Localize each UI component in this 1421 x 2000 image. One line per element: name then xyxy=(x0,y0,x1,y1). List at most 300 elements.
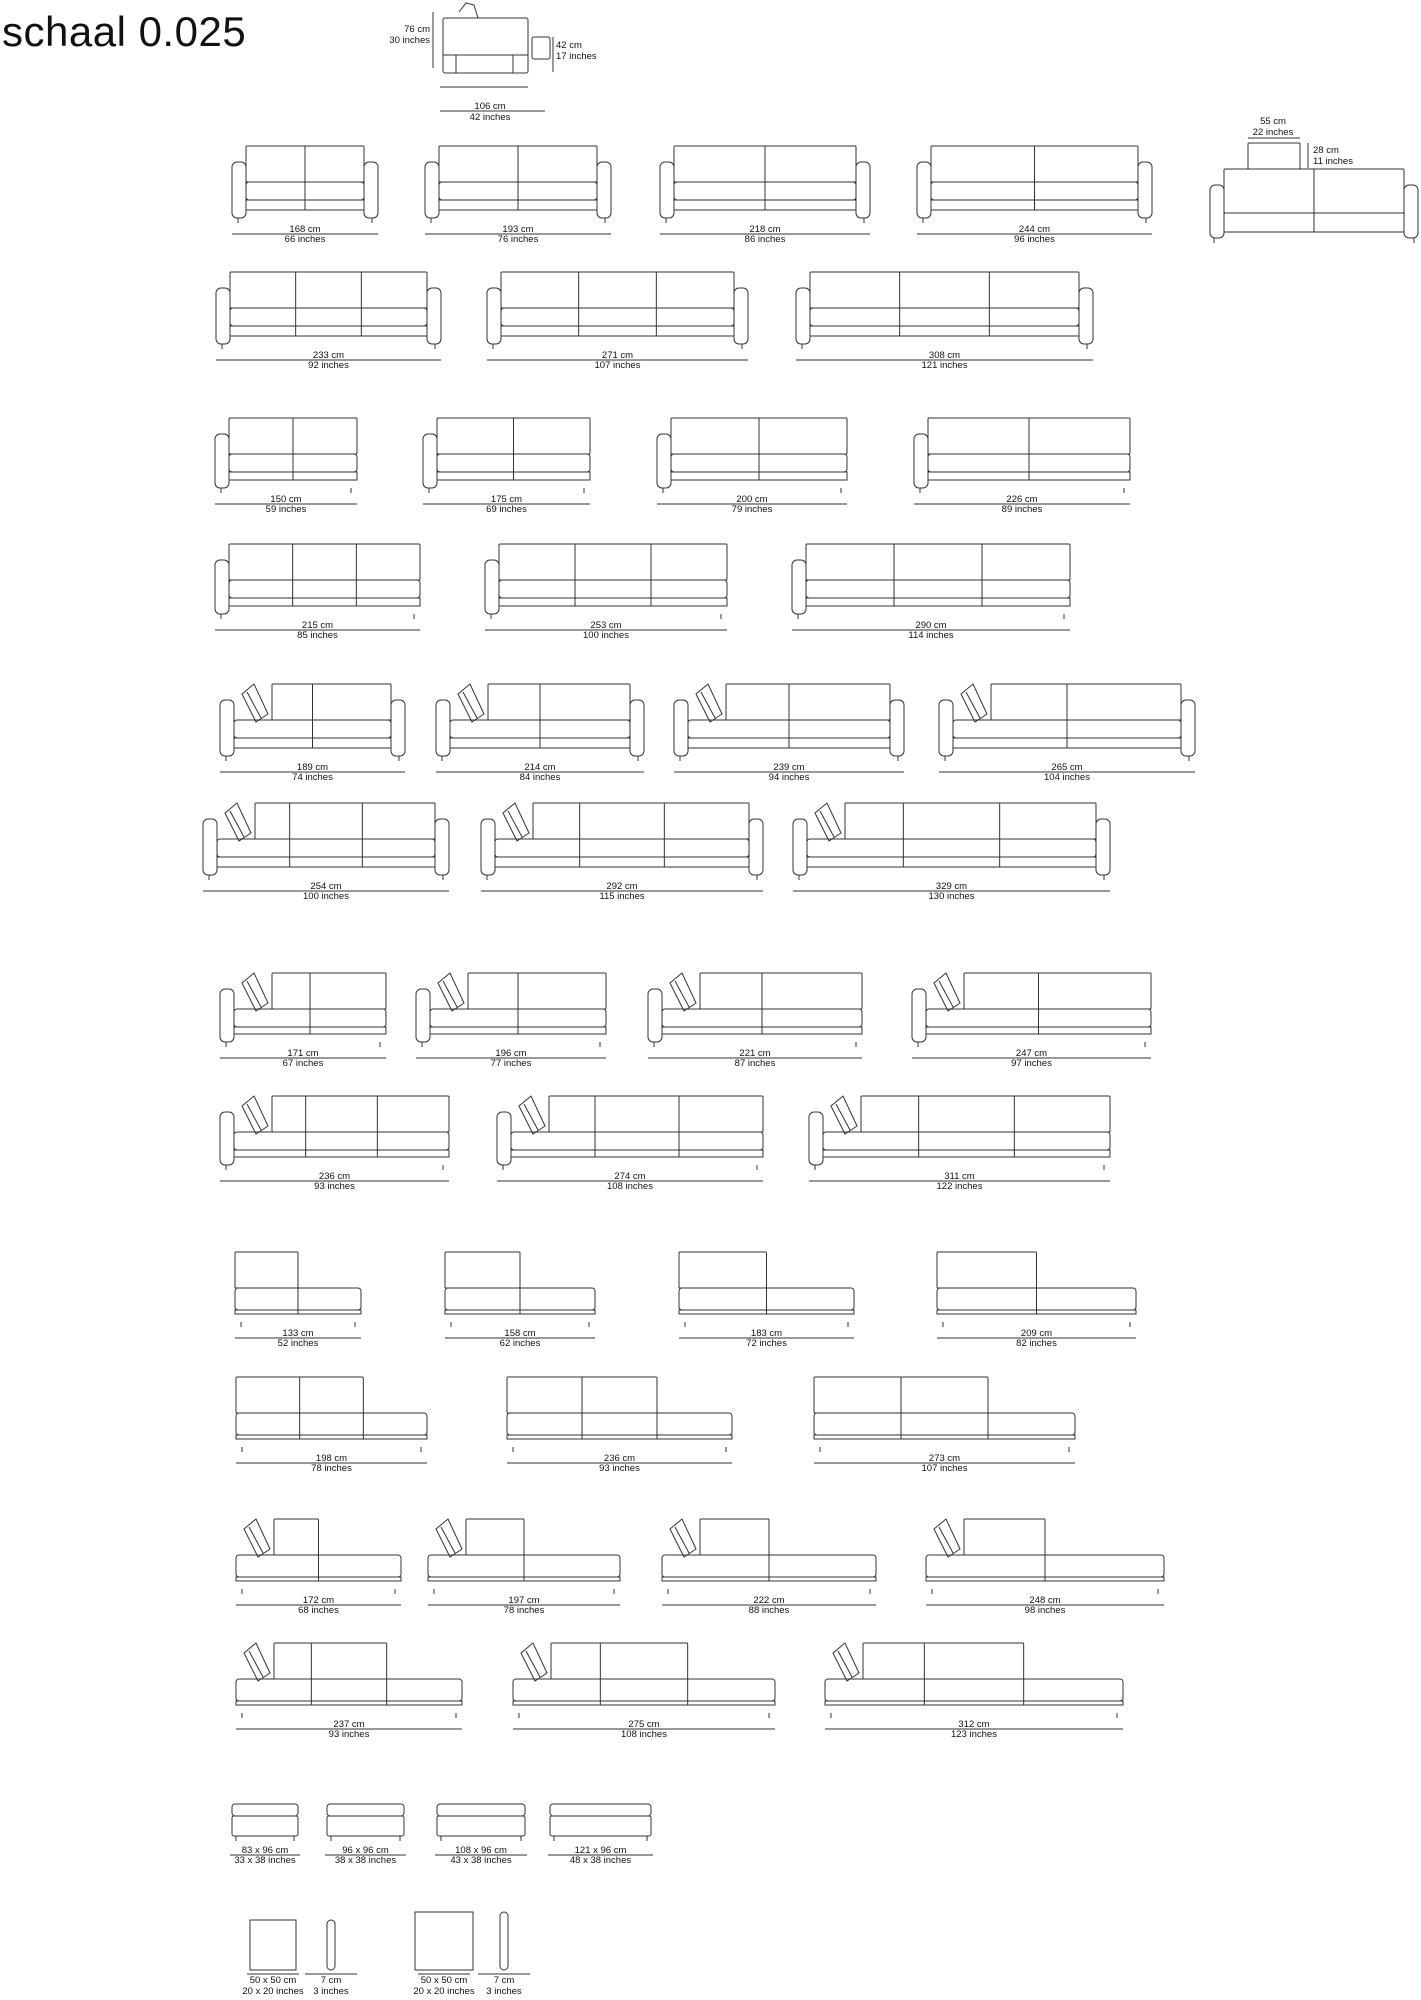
outline xyxy=(255,803,435,839)
outline xyxy=(966,692,980,718)
sofa-233 xyxy=(216,272,441,371)
dimension-cm: 214 cm xyxy=(524,762,556,773)
outline xyxy=(838,1651,852,1677)
sofa-311 xyxy=(809,1096,1110,1192)
dimension-inches: 43 x 38 inches xyxy=(450,1855,512,1866)
outline xyxy=(1181,700,1195,756)
dimension-inches: 20 x 20 inches xyxy=(242,1986,304,1997)
reclining-headrest xyxy=(503,803,529,841)
dimension-inches: 114 inches xyxy=(908,630,954,641)
outline xyxy=(964,1519,1045,1555)
outline xyxy=(488,684,630,720)
dimension-inches: 66 inches xyxy=(284,234,326,245)
outline xyxy=(501,308,734,326)
outline xyxy=(499,580,727,598)
chaise-273 xyxy=(814,1377,1075,1474)
outline xyxy=(700,973,862,1009)
dimension-cm: 254 cm xyxy=(310,881,342,892)
dimension-inches: 88 inches xyxy=(748,1605,790,1616)
outline xyxy=(495,839,749,857)
chaise-198 xyxy=(236,1377,427,1474)
outline xyxy=(236,1435,427,1439)
dimension-inches: 107 inches xyxy=(921,1463,968,1474)
dimension-cm: 273 cm xyxy=(928,1453,961,1464)
chair-total-depth-inches: 42 inches xyxy=(469,112,511,123)
outline xyxy=(497,1112,511,1165)
headrest-height-inches: 11 inches xyxy=(1313,156,1353,167)
outline xyxy=(230,326,427,336)
chair-total-depth-cm: 106 cm xyxy=(474,101,506,112)
outline xyxy=(796,288,810,344)
dimension-cm: 96 x 96 cm xyxy=(342,1845,389,1856)
outline xyxy=(807,839,1096,857)
sofa-236 xyxy=(220,1096,449,1192)
outline xyxy=(856,162,870,218)
dimension-cm: 168 cm xyxy=(289,224,321,235)
outline xyxy=(272,684,391,720)
outline xyxy=(249,1651,263,1677)
dimension-cm: 226 cm xyxy=(1006,494,1038,505)
outline xyxy=(749,819,763,875)
dimension-inches: 78 inches xyxy=(503,1605,545,1616)
dimension-inches: 96 inches xyxy=(1014,234,1055,245)
reclining-headrest xyxy=(244,1519,270,1557)
reclining-headrest xyxy=(521,1643,547,1681)
reclining-headrest xyxy=(436,1519,462,1557)
sofa-271 xyxy=(487,272,748,371)
dimension-cm: 121 x 96 cm xyxy=(574,1845,627,1856)
dimension-inches: 89 inches xyxy=(1001,504,1043,515)
outline xyxy=(964,973,1151,1009)
dimension-cm: 197 cm xyxy=(508,1595,540,1606)
sofa-196 xyxy=(416,973,606,1069)
dimension-cm: 233 cm xyxy=(312,350,345,361)
outline xyxy=(272,973,386,1009)
chaise-197 xyxy=(428,1519,620,1616)
reclining-headrest xyxy=(831,1096,857,1134)
outline xyxy=(436,700,450,756)
dimension-inches: 100 inches xyxy=(303,891,349,902)
outline xyxy=(468,973,606,1009)
dimension-inches: 93 inches xyxy=(328,1729,370,1740)
outline xyxy=(533,803,749,839)
outline xyxy=(1138,162,1152,218)
outline xyxy=(807,857,1096,867)
dimension-inches: 84 inches xyxy=(519,772,561,783)
dimension-inches: 85 inches xyxy=(297,630,338,641)
dimension-inches: 52 inches xyxy=(277,1338,319,1349)
sofa-150 xyxy=(215,418,357,515)
outline xyxy=(726,684,890,720)
dimension-cm: 265 cm xyxy=(1051,762,1083,773)
outline xyxy=(914,434,928,488)
outline xyxy=(247,981,261,1007)
dimension-inches: 38 x 38 inches xyxy=(334,1855,397,1866)
dimension-cm: 108 x 96 cm xyxy=(455,1845,507,1856)
chair-height-inches: 30 inches xyxy=(389,35,430,46)
outline xyxy=(327,1816,404,1836)
dimension-inches: 48 x 38 inches xyxy=(569,1855,632,1866)
dimension-cm: 290 cm xyxy=(915,620,947,631)
dimension-inches: 92 inches xyxy=(308,360,349,371)
outline xyxy=(391,700,405,756)
sofa-329 xyxy=(793,803,1110,902)
sofa-226 xyxy=(914,418,1130,515)
dimension-cm: 133 cm xyxy=(282,1328,314,1339)
dimension-inches: 82 inches xyxy=(1016,1338,1057,1349)
outline xyxy=(427,288,441,344)
outline xyxy=(236,1701,462,1705)
dimension-cm: 172 cm xyxy=(302,1595,335,1606)
ottoman-2 xyxy=(325,1804,406,1866)
outline xyxy=(463,692,477,718)
outline xyxy=(508,811,522,837)
dimension-inches: 115 inches xyxy=(599,891,645,902)
reclining-headrest xyxy=(458,684,484,722)
dimension-cm: 271 cm xyxy=(601,350,634,361)
outline xyxy=(481,819,495,875)
dimension-inches: 87 inches xyxy=(734,1058,776,1069)
outline xyxy=(825,1679,1123,1701)
outline xyxy=(272,1096,449,1132)
dimension-inches: 74 inches xyxy=(292,772,333,783)
dimension-cm: 209 cm xyxy=(1020,1328,1053,1339)
outline xyxy=(810,326,1079,336)
reclining-headrest xyxy=(815,803,841,841)
reclining-headrest xyxy=(438,973,464,1011)
reclining-headrest xyxy=(244,1643,270,1681)
outline xyxy=(513,1679,775,1701)
outline xyxy=(499,598,727,606)
outline xyxy=(230,308,427,326)
outline xyxy=(435,819,449,875)
cushion-2 xyxy=(305,1920,357,1997)
sofa-253 xyxy=(485,544,727,641)
outline xyxy=(216,288,230,344)
dimension-cm: 183 cm xyxy=(750,1328,783,1339)
dimension-inches: 104 inches xyxy=(1044,772,1090,783)
outline xyxy=(230,272,427,308)
sofa-265 xyxy=(939,684,1195,783)
outline xyxy=(551,1643,688,1679)
reclining-headrest xyxy=(242,973,268,1011)
dimension-cm: 193 cm xyxy=(502,224,534,235)
dimension-inches: 67 inches xyxy=(282,1058,324,1069)
reclining-headrest xyxy=(833,1643,859,1681)
dimension-inches: 69 inches xyxy=(486,504,527,515)
dimension-cm: 237 cm xyxy=(333,1719,365,1730)
dimension-inches: 86 inches xyxy=(744,234,786,245)
outline xyxy=(912,989,926,1042)
dimension-cm: 50 x 50 cm xyxy=(420,1975,468,1986)
outline xyxy=(443,981,457,1007)
dimension-cm: 7 cm xyxy=(493,1975,515,1986)
outline xyxy=(220,1112,234,1165)
outline xyxy=(806,580,1070,598)
outline xyxy=(274,1643,387,1679)
outline xyxy=(734,288,748,344)
outline xyxy=(217,857,435,867)
outline xyxy=(423,434,437,488)
sofa-221 xyxy=(648,973,862,1069)
outline xyxy=(939,1527,953,1553)
outline xyxy=(674,700,688,756)
outline xyxy=(234,1132,449,1150)
outline xyxy=(415,1912,473,1970)
outline xyxy=(203,819,217,875)
dimension-cm: 196 cm xyxy=(495,1048,527,1059)
outline xyxy=(810,308,1079,326)
dimension-cm: 244 cm xyxy=(1018,224,1051,235)
sofa-175 xyxy=(423,418,590,515)
cushion-3 xyxy=(413,1912,475,1997)
outline xyxy=(229,598,420,606)
chair-height-cm: 76 cm xyxy=(404,24,430,35)
dimension-inches: 78 inches xyxy=(311,1463,352,1474)
dimension-inches: 121 inches xyxy=(921,360,968,371)
outline xyxy=(220,989,234,1042)
dimension-cm: 236 cm xyxy=(603,1453,636,1464)
outline xyxy=(597,162,611,218)
dimension-inches: 108 inches xyxy=(607,1181,653,1192)
outline xyxy=(416,989,430,1042)
reclining-headrest xyxy=(242,684,268,722)
sofa-292 xyxy=(481,803,763,902)
outline xyxy=(820,811,834,837)
outline xyxy=(1248,143,1300,169)
outline xyxy=(991,684,1181,720)
headrest-width-cm: 55 cm xyxy=(1260,116,1286,127)
outline xyxy=(550,1804,651,1816)
chair-seat-inches: 17 inches xyxy=(556,51,597,62)
sofa-168 xyxy=(232,146,378,245)
outline xyxy=(274,1519,319,1555)
outline xyxy=(437,1804,525,1816)
sofa-171 xyxy=(220,973,386,1069)
outline xyxy=(247,1104,261,1130)
chaise-158 xyxy=(445,1252,595,1349)
outline xyxy=(1079,288,1093,344)
sofa-274 xyxy=(497,1096,763,1192)
outline xyxy=(485,560,499,614)
outline xyxy=(630,700,644,756)
reclining-headrest xyxy=(670,973,696,1011)
outline xyxy=(549,1096,763,1132)
reclining-headrest xyxy=(961,684,987,722)
outline xyxy=(232,1816,298,1836)
dimension-cm: 292 cm xyxy=(606,881,638,892)
dimension-cm: 200 cm xyxy=(736,494,768,505)
outline xyxy=(793,819,807,875)
reclining-headrest xyxy=(225,803,251,841)
chaise-312 xyxy=(825,1643,1123,1740)
outline xyxy=(364,162,378,218)
outline xyxy=(247,692,261,718)
dimension-inches: 100 inches xyxy=(583,630,629,641)
outline xyxy=(445,1252,520,1288)
sofa-193 xyxy=(425,146,611,245)
outline xyxy=(487,288,501,344)
outline xyxy=(501,326,734,336)
outline xyxy=(441,1527,455,1553)
dimension-cm: 329 cm xyxy=(935,881,968,892)
dimension-inches: 76 inches xyxy=(497,234,539,245)
sofa-239 xyxy=(674,684,904,783)
dimension-cm: 248 cm xyxy=(1029,1595,1061,1606)
sofa-254 xyxy=(203,803,449,902)
outline xyxy=(507,1413,732,1435)
outline xyxy=(500,1912,508,1970)
outline xyxy=(501,272,734,308)
chaise-236 xyxy=(507,1377,732,1474)
outline xyxy=(937,1252,1037,1288)
ottoman-4 xyxy=(548,1804,653,1866)
outline xyxy=(809,1112,823,1165)
sofa-214 xyxy=(436,684,644,783)
outline xyxy=(861,1096,1110,1132)
sofa-244 xyxy=(917,146,1152,245)
dimension-cm: 247 cm xyxy=(1015,1048,1048,1059)
dimension-cm: 236 cm xyxy=(318,1171,351,1182)
outline xyxy=(679,1252,767,1288)
outline xyxy=(425,162,439,218)
chaise-172 xyxy=(236,1519,401,1616)
outline xyxy=(660,162,674,218)
outline xyxy=(700,1519,769,1555)
outline xyxy=(220,700,234,756)
dimension-cm: 311 cm xyxy=(944,1171,975,1182)
chaise-275 xyxy=(513,1643,775,1740)
headrest-width-inches: 22 inches xyxy=(1252,127,1294,138)
outline xyxy=(495,857,749,867)
dimension-inches: 93 inches xyxy=(599,1463,640,1474)
outline xyxy=(250,1920,296,1970)
outline xyxy=(217,839,435,857)
outline xyxy=(675,1527,689,1553)
sofa-308 xyxy=(796,272,1093,371)
dimension-cm: 218 cm xyxy=(749,224,781,235)
outline xyxy=(917,162,931,218)
dimension-cm: 158 cm xyxy=(504,1328,536,1339)
outline xyxy=(825,1701,1123,1705)
dimension-inches: 3 inches xyxy=(486,1986,522,1997)
outline xyxy=(806,598,1070,606)
dimension-cm: 50 x 50 cm xyxy=(249,1975,297,1986)
outline xyxy=(792,560,806,614)
dimension-inches: 59 inches xyxy=(265,504,307,515)
sofa-189 xyxy=(220,684,405,783)
dimension-cm: 308 cm xyxy=(928,350,961,361)
dimension-cm: 222 cm xyxy=(753,1595,785,1606)
outline xyxy=(229,580,420,598)
dimension-cm: 189 cm xyxy=(296,762,329,773)
outline xyxy=(236,1679,462,1701)
headrest-height-cm: 28 cm xyxy=(1313,145,1339,156)
outline xyxy=(701,692,715,718)
sofa-247 xyxy=(912,973,1151,1069)
dimension-inches: 123 inches xyxy=(951,1729,997,1740)
reclining-headrest xyxy=(670,1519,696,1557)
outline xyxy=(511,1132,763,1150)
outline xyxy=(507,1435,732,1439)
cushion-4 xyxy=(478,1912,530,1997)
dimension-inches: 77 inches xyxy=(490,1058,532,1069)
outline xyxy=(230,811,244,837)
outline xyxy=(806,544,1070,580)
reclining-headrest xyxy=(242,1096,268,1134)
dimension-inches: 3 inches xyxy=(313,1986,349,1997)
outline xyxy=(234,1150,449,1157)
outline xyxy=(814,1413,1075,1435)
dimension-cm: 274 cm xyxy=(614,1171,646,1182)
outline xyxy=(232,1804,298,1816)
dimension-inches: 68 inches xyxy=(298,1605,339,1616)
ottoman-3 xyxy=(435,1804,527,1866)
outline xyxy=(249,1527,263,1553)
outline xyxy=(657,434,671,488)
header-chair-drawing xyxy=(389,3,597,123)
outline xyxy=(437,1816,525,1836)
outline xyxy=(229,544,420,580)
outline xyxy=(327,1920,335,1970)
dimension-inches: 93 inches xyxy=(314,1181,355,1192)
page-title: schaal 0.025 xyxy=(2,8,247,55)
dimension-cm: 171 cm xyxy=(287,1048,319,1059)
reclining-headrest xyxy=(934,1519,960,1557)
chaise-183 xyxy=(679,1252,854,1349)
chaise-237 xyxy=(236,1643,462,1740)
dimension-inches: 107 inches xyxy=(594,360,641,371)
dimension-inches: 20 x 20 inches xyxy=(413,1986,475,1997)
outline xyxy=(466,1519,524,1555)
sofa-200 xyxy=(657,418,847,515)
dimension-cm: 215 cm xyxy=(301,620,334,631)
dimension-inches: 122 inches xyxy=(936,1181,983,1192)
chaise-222 xyxy=(662,1519,876,1616)
sofa-215 xyxy=(215,544,420,641)
dimension-inches: 94 inches xyxy=(768,772,810,783)
headrest-drawing xyxy=(1210,116,1418,243)
outline xyxy=(524,1104,538,1130)
outline xyxy=(327,1804,404,1816)
outline xyxy=(810,272,1079,308)
outline xyxy=(215,560,229,614)
outline xyxy=(939,700,953,756)
outline xyxy=(499,544,727,580)
sofa-218 xyxy=(660,146,870,245)
outline xyxy=(1210,185,1224,238)
dimension-inches: 33 x 38 inches xyxy=(234,1855,296,1866)
dimension-inches: 72 inches xyxy=(746,1338,787,1349)
dimension-inches: 62 inches xyxy=(499,1338,541,1349)
outline xyxy=(845,803,1096,839)
dimension-cm: 150 cm xyxy=(270,494,302,505)
outline xyxy=(232,162,246,218)
dimension-cm: 275 cm xyxy=(628,1719,660,1730)
dimension-inches: 79 inches xyxy=(731,504,773,515)
dimension-cm: 83 x 96 cm xyxy=(241,1845,289,1856)
outline xyxy=(836,1104,850,1130)
reclining-headrest xyxy=(934,973,960,1011)
outline xyxy=(215,434,229,488)
outline xyxy=(1404,185,1418,238)
outline xyxy=(939,981,953,1007)
dimension-cm: 239 cm xyxy=(773,762,805,773)
chair-head xyxy=(459,3,478,18)
dimension-cm: 221 cm xyxy=(739,1048,771,1059)
dimension-cm: 312 cm xyxy=(958,1719,990,1730)
outline xyxy=(513,1701,775,1705)
